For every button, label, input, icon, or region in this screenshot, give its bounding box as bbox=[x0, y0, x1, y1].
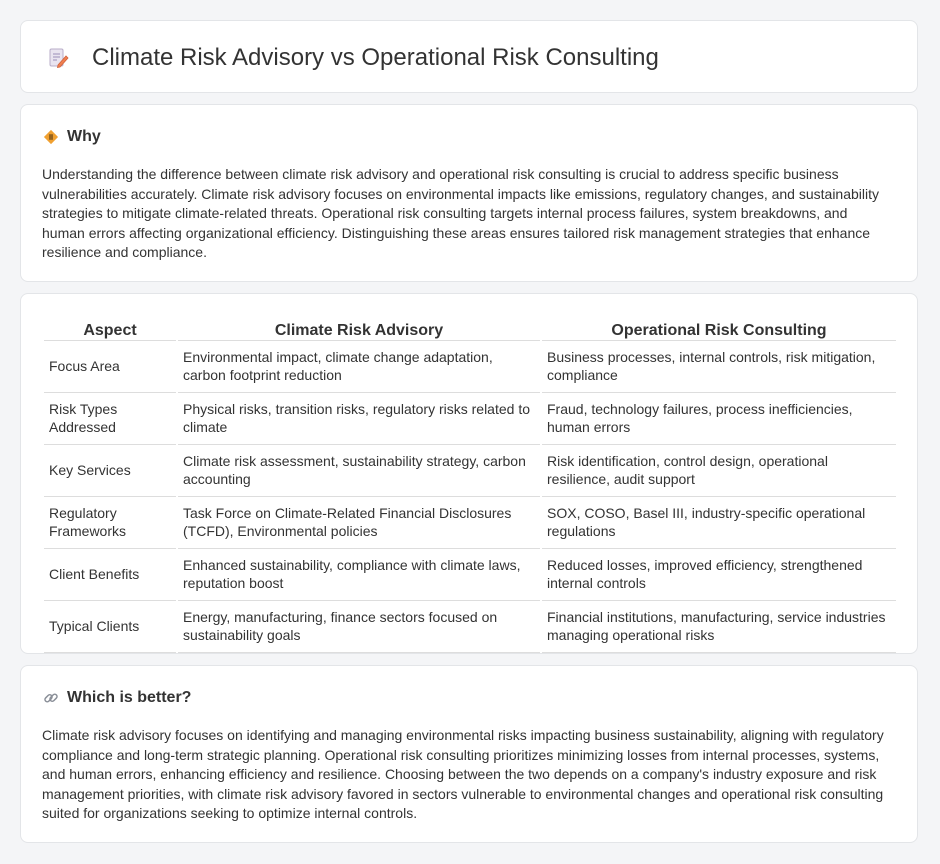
cell-aspect: Risk Types Addressed bbox=[44, 393, 176, 445]
table-row bbox=[44, 549, 896, 601]
cell-climate: Environmental impact, climate change adaptation, carbon footprint reduction bbox=[178, 341, 540, 393]
table-row bbox=[44, 601, 896, 653]
cell-climate: Climate risk assessment, sustainability strategy, carbon accounting bbox=[178, 445, 540, 497]
header-operational-risk-consulting: Operational Risk Consulting bbox=[542, 316, 896, 341]
better-heading bbox=[43, 688, 191, 708]
cell-aspect: Regulatory Frameworks bbox=[44, 497, 176, 549]
cell-operational: Business processes, internal controls, risk mitigation, compliance bbox=[542, 341, 896, 393]
cell-climate: Task Force on Climate-Related Financial Disclosures (TCFD), Environmental policies bbox=[178, 497, 540, 549]
cell-aspect: Key Services bbox=[44, 445, 176, 497]
link-icon bbox=[43, 690, 59, 706]
table-row bbox=[44, 497, 896, 549]
cell-climate: Energy, manufacturing, finance sectors focused on sustainability goals bbox=[178, 601, 540, 653]
which-is-better-section bbox=[20, 665, 918, 843]
cell-operational: Reduced losses, improved efficiency, strengthened internal controls bbox=[542, 549, 896, 601]
cell-climate: Physical risks, transition risks, regulatory risks related to climate bbox=[178, 393, 540, 445]
table-row bbox=[44, 341, 896, 393]
cell-operational: SOX, COSO, Basel III, industry-specific operational regulations bbox=[542, 497, 896, 549]
header-climate-risk-advisory: Climate Risk Advisory bbox=[178, 316, 540, 341]
cell-climate: Enhanced sustainability, compliance with climate laws, reputation boost bbox=[178, 549, 540, 601]
table-row bbox=[44, 393, 896, 445]
cell-operational: Risk identification, control design, operational resilience, audit support bbox=[542, 445, 896, 497]
cell-aspect: Client Benefits bbox=[44, 549, 176, 601]
header-aspect: Aspect bbox=[44, 316, 176, 341]
why-heading bbox=[43, 127, 101, 147]
table-header-row bbox=[44, 316, 896, 341]
why-section bbox=[20, 104, 918, 282]
page-title: Climate Risk Advisory vs Operational Risk Consulting bbox=[92, 44, 659, 71]
cell-aspect: Focus Area bbox=[44, 341, 176, 393]
comparison-table bbox=[42, 316, 898, 653]
document-edit-icon bbox=[47, 47, 69, 69]
comparison-section bbox=[20, 293, 918, 654]
better-text: Climate risk advisory focuses on identifying and managing environmental risks impacting business sustainability, aligning with regulatory compliance and long-term strategic planning. Operational risk consulting prioritizes minimizing losses from internal processes, systems, and human errors, enhancing efficiency and resilience. Choosing between the two depends on a company's industry exposure and risk management priorities, with climate risk advisory favored in sectors vulnerable to environmental changes and operational risk consulting suited for organizations seeking to optimize internal controls. bbox=[42, 727, 884, 822]
diamond-sign-icon bbox=[43, 129, 59, 145]
why-heading-label: Why bbox=[67, 128, 101, 145]
why-text: Understanding the difference between climate risk advisory and operational risk consulting is crucial to address specific business vulnerabilities accurately. Climate risk advisory focuses on environmental impacts like emissions, regulatory changes, and sustainability strategies to mitigate climate-related threats. Operational risk consulting targets internal process failures, system breakdowns, and human errors affecting organizational efficiency. Distinguishing these areas ensures tailored risk management strategies that enhance resilience and compliance. bbox=[42, 166, 880, 261]
cell-operational: Financial institutions, manufacturing, service industries managing operational risks bbox=[542, 601, 896, 653]
better-heading-label: Which is better? bbox=[67, 689, 192, 706]
title-card bbox=[20, 20, 918, 93]
table-row bbox=[44, 445, 896, 497]
cell-operational: Fraud, technology failures, process inefficiencies, human errors bbox=[542, 393, 896, 445]
cell-aspect: Typical Clients bbox=[44, 601, 176, 653]
